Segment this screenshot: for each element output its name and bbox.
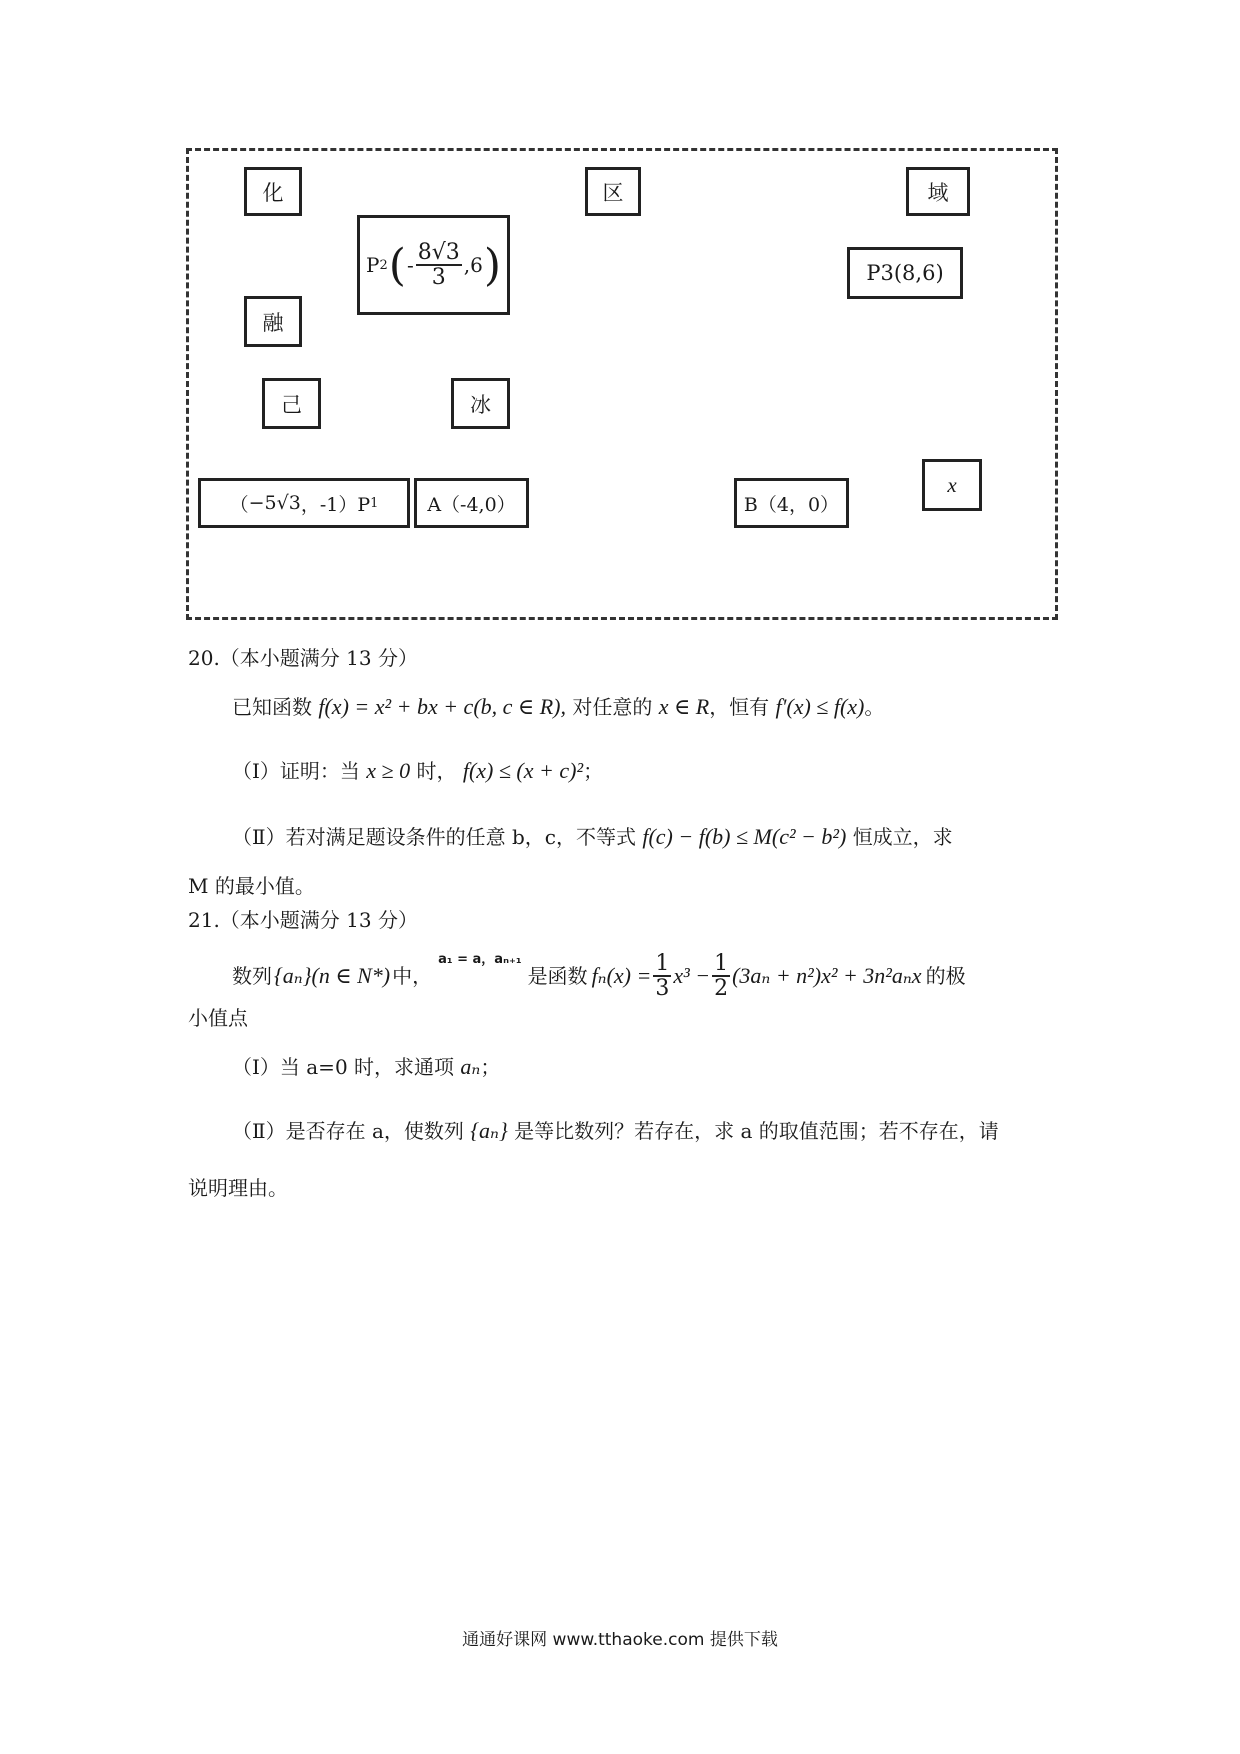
problem21-intro <box>232 946 966 1006</box>
p1-value: −5√3 <box>248 492 301 514</box>
p21-part1-end: ； <box>480 1055 501 1079</box>
p21-func-left: fₙ(x) = <box>591 962 652 988</box>
p21-intro-text: 数列 <box>232 964 272 988</box>
problem20-part1 <box>232 758 603 784</box>
p20-part2-label: （Ⅱ）若对满足题设条件的任意 b，c，不等式 <box>232 825 636 849</box>
p21-frac1 <box>653 952 671 1000</box>
figure-label-rong <box>244 296 302 347</box>
p21-frac2-num: 1 <box>714 950 729 976</box>
p2-left-paren: ( <box>388 239 406 291</box>
p2-fraction <box>416 241 462 289</box>
problem20-part2-line2: M 的最小值。 <box>188 874 315 898</box>
figure-label-bing <box>451 378 510 429</box>
point-a-label <box>414 478 529 528</box>
problem21-intro-line2: 小值点 <box>188 1006 248 1030</box>
p20-part1-mid: 时， <box>416 759 457 783</box>
p2-minus: - <box>406 253 414 277</box>
p1-rest: ，-1）P <box>300 493 371 516</box>
figure-label-rong-text: 融 <box>262 310 284 335</box>
p20-part1-label: （Ⅰ）证明：当 <box>232 759 360 783</box>
p21-intro-end: 的极 <box>925 964 966 988</box>
figure-label-hua <box>244 167 302 216</box>
p20-intro-text: 已知函数 <box>232 695 312 719</box>
figure-label-qu-text: 区 <box>602 180 624 205</box>
p20-part2-end: 恒成立，求 <box>852 825 953 849</box>
figure-label-hua-text: 化 <box>262 180 284 205</box>
p21-intro-mid: 中， <box>392 964 433 988</box>
p21-part2-end: 是等比数列？若存在，求 a 的取值范围；若不存在，请 <box>514 1119 999 1143</box>
figure-label-ji-text: 己 <box>281 392 302 417</box>
p21-frac2 <box>712 952 730 1000</box>
p21-frac2-den: 2 <box>714 976 729 1001</box>
p20-part2-formula: f(c) − f(b) ≤ M(c² − b²) <box>642 824 847 849</box>
point-b-text: B（4，0） <box>743 493 840 516</box>
figure-label-yu-text: 域 <box>927 180 949 205</box>
p2-prefix: P <box>366 253 380 277</box>
point-p1-label <box>198 478 410 528</box>
figure-label-yu <box>906 167 970 216</box>
p21-part1-formula: aₙ <box>460 1054 481 1079</box>
p21-intro-seq: {aₙ}(n ∈ N*) <box>274 962 391 988</box>
point-p3-label <box>847 247 963 299</box>
p21-pasted-formula: a₁ = a，aₙ₊₁ <box>438 952 522 968</box>
p20-intro-text3: ，恒有 <box>709 695 770 719</box>
p21-func-right: (3aₙ + n²)x² + 3n²aₙx <box>732 962 922 988</box>
problem20-heading: 20.（本小题满分 13 分） <box>188 646 418 670</box>
figure-label-bing-text: 冰 <box>470 392 491 417</box>
point-b-label <box>734 478 849 528</box>
figure-label-qu <box>585 167 641 216</box>
problem21-part2-line2: 说明理由。 <box>188 1176 288 1200</box>
p1-sub: 1 <box>370 495 379 511</box>
p21-part1-label: （Ⅰ）当 a=0 时，求通项 <box>232 1055 455 1079</box>
figure-label-ji <box>262 378 321 429</box>
page-footer: 通通好课网 www.tthaoke.com 提供下载 <box>462 1630 778 1650</box>
p21-func-mid: x³ − <box>673 962 711 988</box>
point-a-text: A（-4,0） <box>427 493 516 516</box>
p1-open: （ <box>229 493 249 516</box>
p20-part1-formula: f(x) ≤ (x + c)² <box>462 758 584 783</box>
problem21-part1 <box>232 1054 500 1080</box>
x-axis-label <box>922 459 982 511</box>
p20-intro-formula: f(x) = x² + bx + c(b, c ∈ R), <box>318 694 566 719</box>
p21-intro-text2: 是函数 <box>527 964 588 988</box>
p20-intro-formula3: f'(x) ≤ f(x) <box>775 694 865 719</box>
problem21-heading: 21.（本小题满分 13 分） <box>188 908 418 932</box>
problem20-intro <box>232 694 884 720</box>
point-p2-label <box>357 215 510 315</box>
p20-intro-formula2: x ∈ R <box>658 694 710 719</box>
p20-intro-end: 。 <box>864 695 885 719</box>
p20-part1-cond: x ≥ 0 <box>366 758 411 783</box>
x-axis-label-text: x <box>947 472 957 497</box>
p21-frac1-den: 3 <box>655 976 670 1001</box>
point-p3-text: P3(8,6) <box>866 261 944 285</box>
problem20-part2 <box>232 824 953 850</box>
p21-frac1-num: 1 <box>655 950 670 976</box>
p2-fraction-den: 3 <box>431 265 446 290</box>
p21-part2-label: （Ⅱ）是否存在 a，使数列 <box>232 1119 464 1143</box>
p2-sub: 2 <box>379 257 388 273</box>
problem21-part2 <box>232 1118 999 1144</box>
p2-right-paren: ) <box>483 239 501 291</box>
p20-part1-end: ； <box>583 759 604 783</box>
p20-intro-text2: 对任意的 <box>572 695 653 719</box>
p2-after: ,6 <box>463 253 483 277</box>
p2-fraction-num: 8√3 <box>417 239 460 265</box>
p21-part2-formula: {aₙ} <box>470 1118 508 1143</box>
